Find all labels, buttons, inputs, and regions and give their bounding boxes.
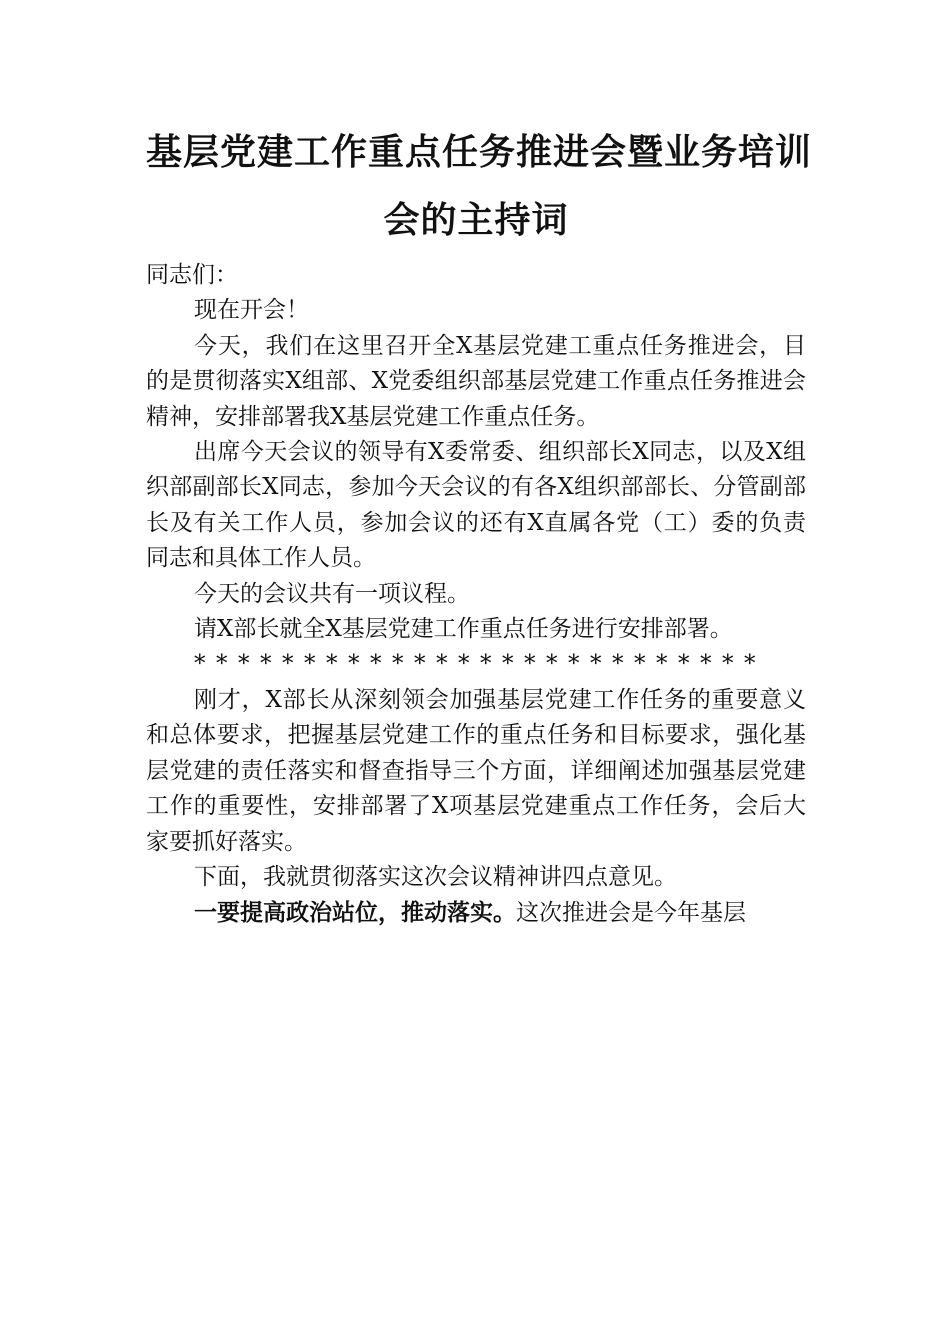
- point-one-heading: 一要提高政治站位，推动落实。: [194, 899, 516, 927]
- document-body: [146, 118, 813, 932]
- paragraph-point-one: [146, 895, 806, 931]
- paragraph-opening: 现在开会！: [194, 297, 309, 324]
- paragraph-agenda: 今天的会议共有一项议程。: [194, 580, 470, 607]
- paragraph-attendees: 出席今天会议的领导有X委常委、组织部长X同志，以及X组织部副部长X同志，参加今天会议的有各X组织部部长、分管副部长及有关工作人员，参加会议的还有X直属各党（工）委的负责同志和具体工作人员。: [146, 439, 806, 572]
- paragraph-meeting-purpose: 今天，我们在这里召开全X基层党建工重点任务推进会，目的是贯彻落实X组部、X党委组织部基层党建工作重点任务推进会精神，安排部署我X基层党建工作重点任务。: [146, 332, 806, 430]
- document-text: [146, 258, 806, 932]
- paragraph-summary: 刚才，X部长从深刻领会加强基层党建工作任务的重要意义和总体要求，把握基层党建工作的重点任务和目标要求，强化基层党建的责任落实和督查指导三个方面，详细阐述加强基层党建工作的重要性，安排部署了X项基层党建重点工作任务，会后大家要抓好落实。: [146, 686, 806, 855]
- title-line-2: 会的主持词: [383, 199, 569, 241]
- document-title: [146, 118, 813, 254]
- paragraph-opinions-intro: 下面，我就贯彻落实这次会议精神讲四点意见。: [194, 863, 677, 890]
- paragraph-invite-speech: 请X部长就全X基层党建工作重点任务进行安排部署。: [194, 616, 733, 643]
- salutation: 同志们：: [146, 262, 238, 288]
- title-line-1: 基层党建工作重点任务推进会暨业务培训: [146, 131, 813, 173]
- section-separator: **************************: [194, 651, 766, 678]
- point-one-text: 这次推进会是今年基层: [516, 900, 746, 927]
